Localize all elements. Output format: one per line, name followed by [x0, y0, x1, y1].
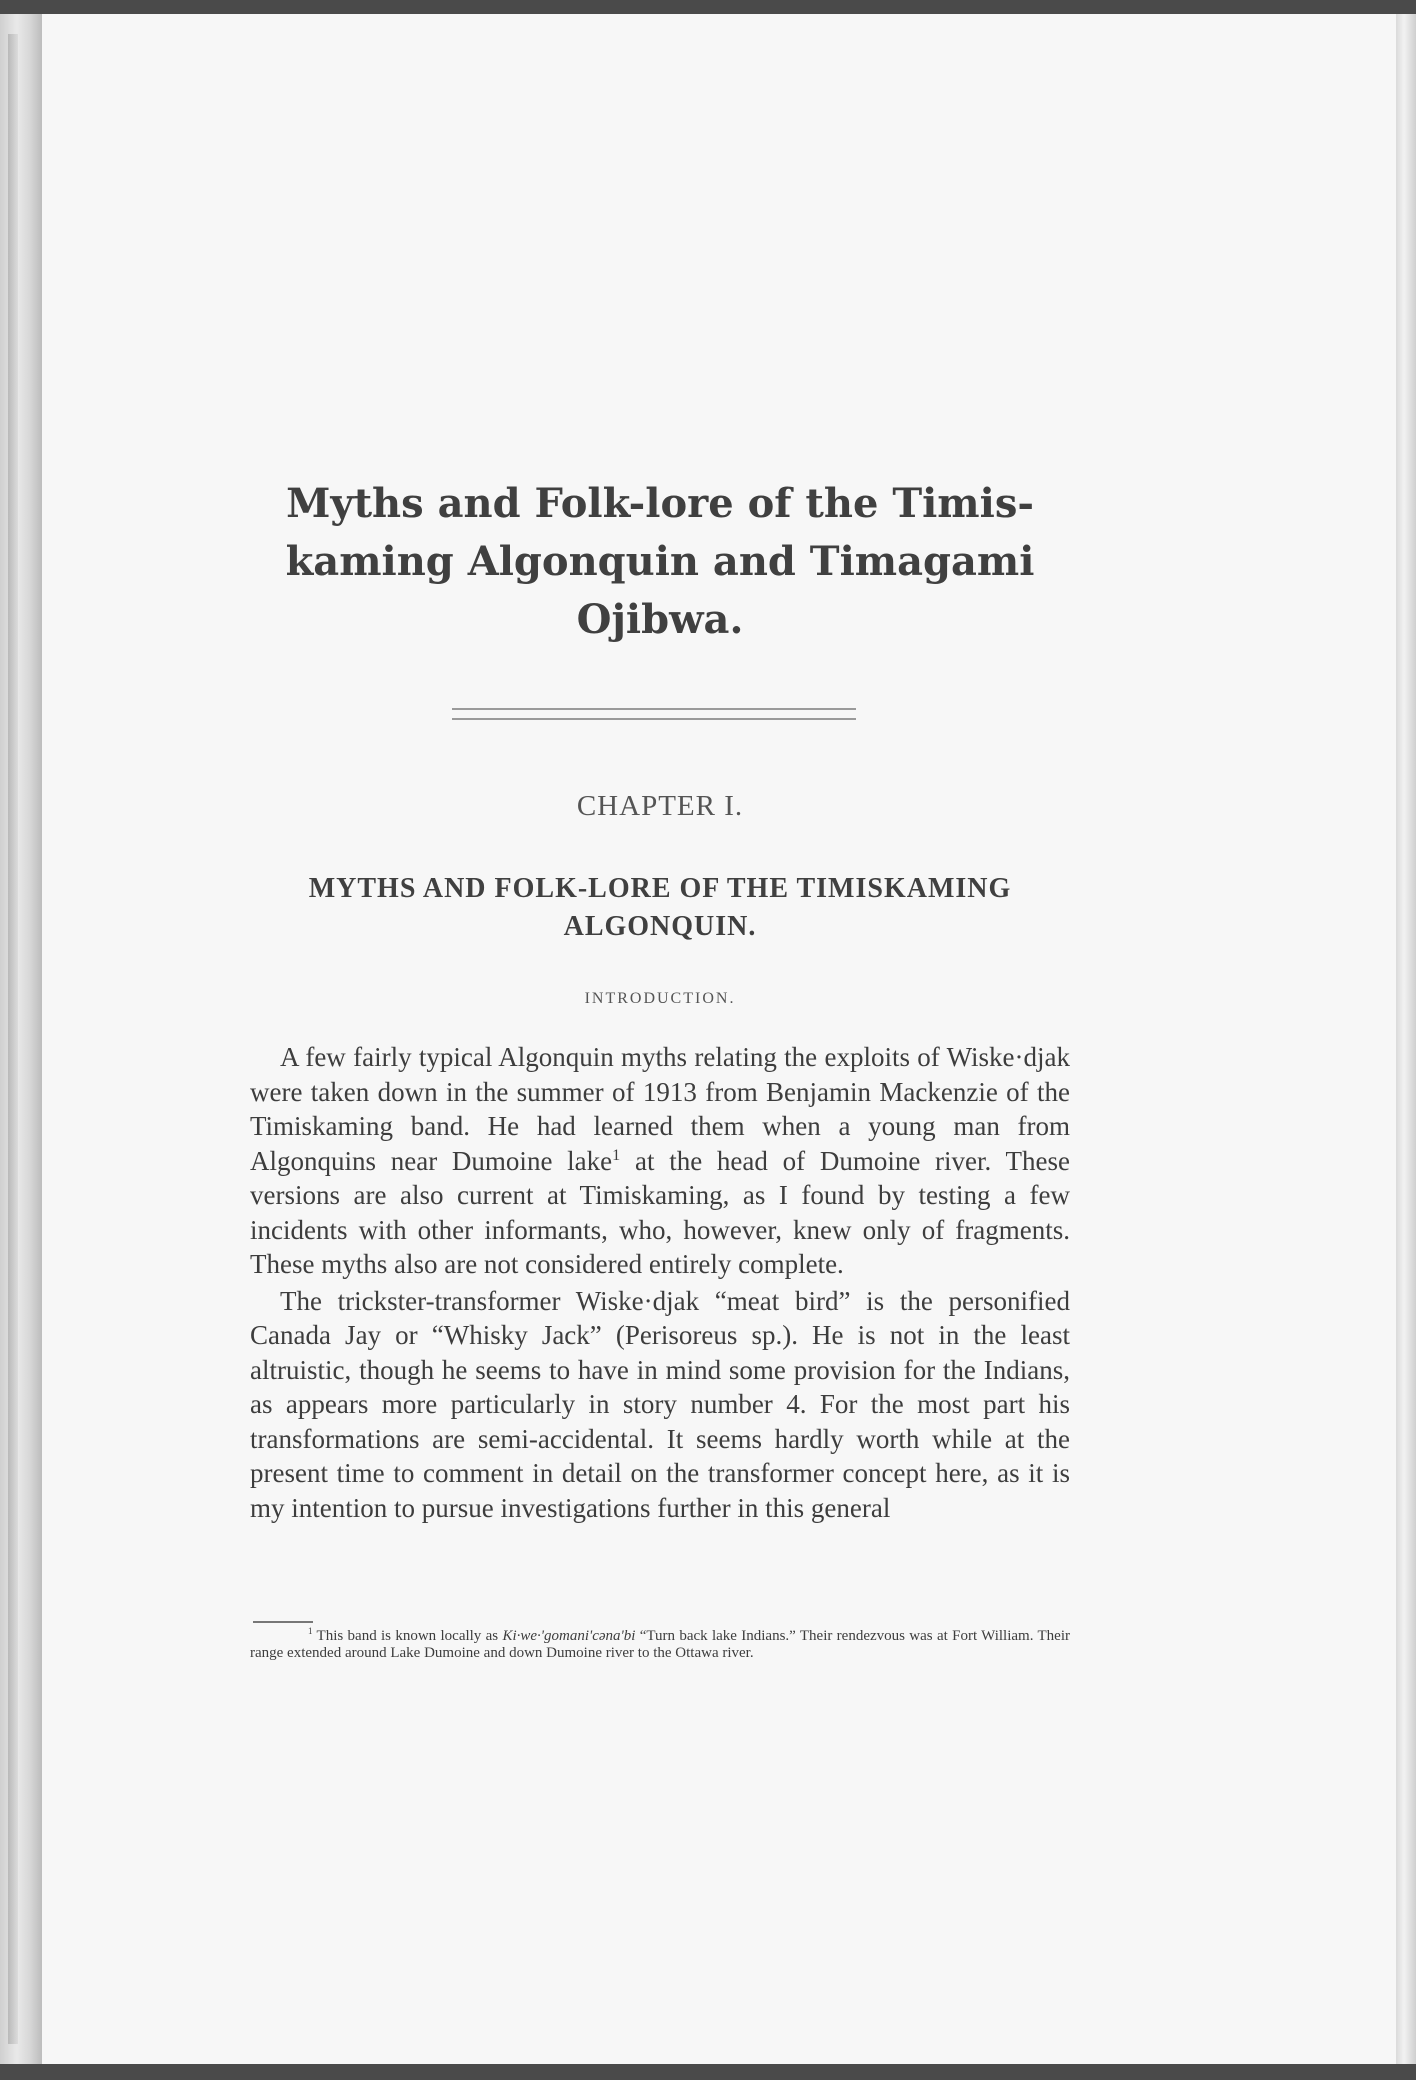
footnote-divider: [253, 1621, 313, 1623]
title-divider: [452, 708, 856, 720]
footnote-text-b: “Turn back lake Indians.” Their rendezvous was at Fort William. Their range extended around Lake Dumoine and down Dumoine river to the Ottawa river.: [250, 1628, 1070, 1661]
title-line-2: kaming Algonquin and Timagami: [285, 538, 1035, 585]
chapter-title-line-2: ALGONQUIN.: [563, 911, 757, 942]
book-page: [42, 14, 1406, 2064]
title-line-3: Ojibwa.: [576, 596, 744, 643]
title-line-1: Myths and Folk-lore of the Timis-: [286, 480, 1034, 527]
paragraph-1: [250, 1040, 1070, 1282]
book-spine-edge: [0, 14, 42, 2064]
footnote-mark: 1: [308, 1626, 313, 1636]
body-text: [250, 1040, 1070, 1527]
footnote-text-a: This band is known locally as: [312, 1628, 503, 1644]
chapter-number: CHAPTER I.: [576, 790, 744, 822]
footnote: [250, 1628, 1070, 1662]
section-heading: INTRODUCTION.: [584, 990, 736, 1007]
paragraph-1-part-a: A few fairly typical Algonquin myths relating the exploits of Wiske·djak were taken down in the summer of 1913 from Benjamin Mackenzie of the Timiskaming band. He had learned them when a young man from Algonquins near Dumoine lake: [250, 1042, 1070, 1176]
chapter-title-line-1: MYTHS AND FOLK-LORE OF THE TIMISKAMING: [308, 873, 1012, 904]
chapter-title: [230, 870, 1090, 946]
scan-bottom-border: [0, 2064, 1416, 2080]
page-right-edge: [1396, 14, 1416, 2064]
footnote-italic-name: Ki·we·'gomani'cəna'bi: [502, 1628, 636, 1644]
paragraph-1-part-b: at the head of Dumoine river. These versions are also current at Timiskaming, as I found by testing a few incidents with other informants, who, however, knew only of fragments. These myths also are not considered entirely complete.: [250, 1145, 1070, 1279]
document-title: [220, 475, 1100, 649]
footnote-reference[interactable]: 1: [612, 1145, 621, 1164]
scan-top-border: [0, 0, 1416, 14]
paragraph-2: The trickster-transformer Wiske·djak “meat bird” is the personified Canada Jay or “Whisky Jack” (Perisoreus sp.). He is not in the least altruistic, though he seems to have in mind some provision for the Indians, as appears more particularly in story number 4. For the most part his transformations are semi-accidental. It seems hardly worth while at the present time to comment in detail on the transformer concept here, as it is my intention to pursue investigations further in this general: [250, 1285, 1070, 1523]
